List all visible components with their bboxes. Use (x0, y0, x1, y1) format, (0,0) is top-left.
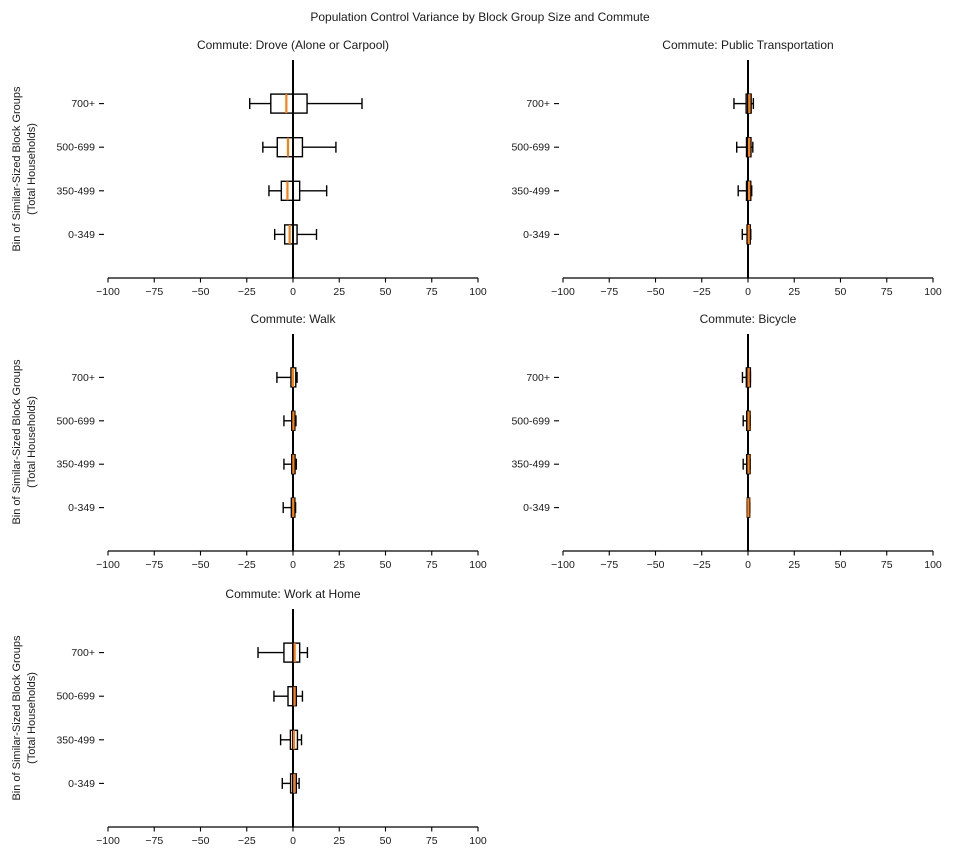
box-group (743, 455, 750, 474)
x-tick-label: −100 (96, 286, 120, 298)
y-axis-label (10, 39, 42, 299)
x-tick-label: 50 (379, 559, 392, 571)
y-tick-label: 350-499 (511, 458, 550, 471)
x-tick-label: 50 (379, 835, 392, 847)
y-tick-label: 0-349 (68, 228, 95, 241)
y-tick-label: 500-699 (511, 415, 550, 428)
x-tick-label: −50 (191, 286, 210, 298)
y-tick-label: 500-699 (56, 415, 95, 428)
boxplot-canvas (501, 52, 949, 312)
box-group (743, 411, 750, 430)
boxplot-canvas (501, 326, 949, 585)
box-group (275, 225, 317, 244)
x-tick-label: 50 (379, 286, 392, 298)
box-group (283, 498, 295, 517)
x-tick-label: −100 (96, 559, 120, 571)
x-tick-label: 100 (469, 835, 487, 847)
subplot-drove (46, 52, 494, 317)
y-tick-label: 0-349 (523, 502, 550, 515)
x-tick-label: −50 (191, 835, 210, 847)
x-tick-label: 0 (290, 835, 296, 847)
x-tick-label: −25 (692, 559, 711, 571)
boxplot-canvas (46, 601, 494, 861)
box-group (274, 687, 302, 706)
x-tick-label: −100 (551, 286, 575, 298)
subplot-title-walk: Commute: Walk (250, 312, 336, 326)
subplot-title-bicycle: Commute: Bicycle (699, 312, 797, 326)
x-tick-label: −75 (600, 559, 619, 571)
box-group (250, 94, 362, 113)
x-tick-label: −75 (145, 559, 164, 571)
x-tick-label: 0 (745, 286, 751, 298)
subplot-work-at-home (46, 601, 494, 864)
box-group (734, 94, 753, 113)
x-tick-label: 100 (924, 559, 942, 571)
x-tick-label: −25 (237, 835, 256, 847)
iqr-box (271, 94, 307, 113)
x-tick-label: 75 (425, 559, 438, 571)
y-axis-label-line2: (Total Households) (26, 396, 38, 488)
y-tick-label: 350-499 (56, 185, 95, 198)
subplot-walk (46, 326, 494, 590)
x-tick-label: −75 (145, 835, 164, 847)
figure-title: Population Control Variance by Block Group Size and Commute (310, 10, 650, 24)
y-tick-label: 350-499 (56, 734, 95, 747)
box-group (742, 368, 750, 387)
x-tick-label: −75 (145, 286, 164, 298)
y-tick-label: 350-499 (56, 458, 95, 471)
subplot-title-drove: Commute: Drove (Alone or Carpool) (196, 38, 390, 52)
x-tick-label: 75 (425, 835, 438, 847)
y-tick-label: 350-499 (511, 185, 550, 198)
iqr-box (284, 643, 300, 662)
box-group (284, 411, 296, 430)
box-group (258, 643, 307, 662)
x-tick-label: −50 (646, 559, 665, 571)
boxplot-canvas (46, 52, 494, 312)
x-tick-label: 100 (469, 559, 487, 571)
subplot-title-public-transportation: Commute: Public Transportation (662, 38, 834, 52)
y-axis-label-line2: (Total Households) (26, 123, 38, 215)
box-group (747, 498, 749, 517)
x-tick-label: 25 (788, 286, 801, 298)
box-group (284, 455, 296, 474)
y-axis-label-line1: Bin of Similar-Sized Block Groups (11, 86, 23, 252)
x-tick-label: 25 (333, 835, 346, 847)
x-tick-label: −100 (551, 559, 575, 571)
y-tick-label: 500-699 (56, 141, 95, 154)
box-group (737, 138, 753, 157)
x-tick-label: −25 (237, 559, 256, 571)
x-tick-label: 0 (290, 286, 296, 298)
y-axis-label (10, 312, 42, 572)
y-axis-label-line1: Bin of Similar-Sized Block Groups (11, 359, 23, 525)
x-tick-label: 75 (880, 286, 893, 298)
x-tick-label: 25 (788, 559, 801, 571)
box-group (742, 225, 751, 244)
x-tick-label: −25 (237, 286, 256, 298)
x-tick-label: 75 (880, 559, 893, 571)
y-axis-label-line1: Bin of Similar-Sized Block Groups (11, 635, 23, 801)
box-group (282, 774, 299, 793)
y-tick-label: 500-699 (511, 141, 550, 154)
y-tick-label: 700+ (71, 647, 95, 660)
x-tick-label: 50 (834, 559, 847, 571)
box-group (281, 730, 302, 749)
subplot-public-transportation (501, 52, 949, 317)
x-tick-label: 25 (333, 286, 346, 298)
y-tick-label: 700+ (526, 98, 550, 111)
x-tick-label: −25 (692, 286, 711, 298)
x-tick-label: −100 (96, 835, 120, 847)
y-tick-label: 700+ (71, 371, 95, 384)
x-tick-label: 100 (924, 286, 942, 298)
x-tick-label: 0 (290, 559, 296, 571)
box-group (269, 181, 327, 200)
iqr-box (281, 181, 299, 200)
x-tick-label: −75 (600, 286, 619, 298)
x-tick-label: 100 (469, 286, 487, 298)
y-axis-label (10, 588, 42, 848)
box-group (263, 138, 336, 157)
iqr-box (285, 225, 297, 244)
x-tick-label: 25 (333, 559, 346, 571)
subplot-title-work-at-home: Commute: Work at Home (225, 587, 361, 601)
y-tick-label: 0-349 (68, 777, 95, 790)
y-tick-label: 700+ (71, 98, 95, 111)
subplot-bicycle (501, 326, 949, 590)
x-tick-label: −50 (646, 286, 665, 298)
boxplot-canvas (46, 326, 494, 585)
x-tick-label: 50 (834, 286, 847, 298)
box-group (277, 368, 297, 387)
x-tick-label: 0 (745, 559, 751, 571)
y-tick-label: 0-349 (68, 502, 95, 515)
x-tick-label: −50 (191, 559, 210, 571)
iqr-box (277, 138, 302, 157)
y-tick-label: 700+ (526, 371, 550, 384)
box-group (738, 181, 752, 200)
y-axis-label-line2: (Total Households) (26, 672, 38, 764)
y-tick-label: 500-699 (56, 690, 95, 703)
y-tick-label: 0-349 (523, 228, 550, 241)
x-tick-label: 75 (425, 286, 438, 298)
